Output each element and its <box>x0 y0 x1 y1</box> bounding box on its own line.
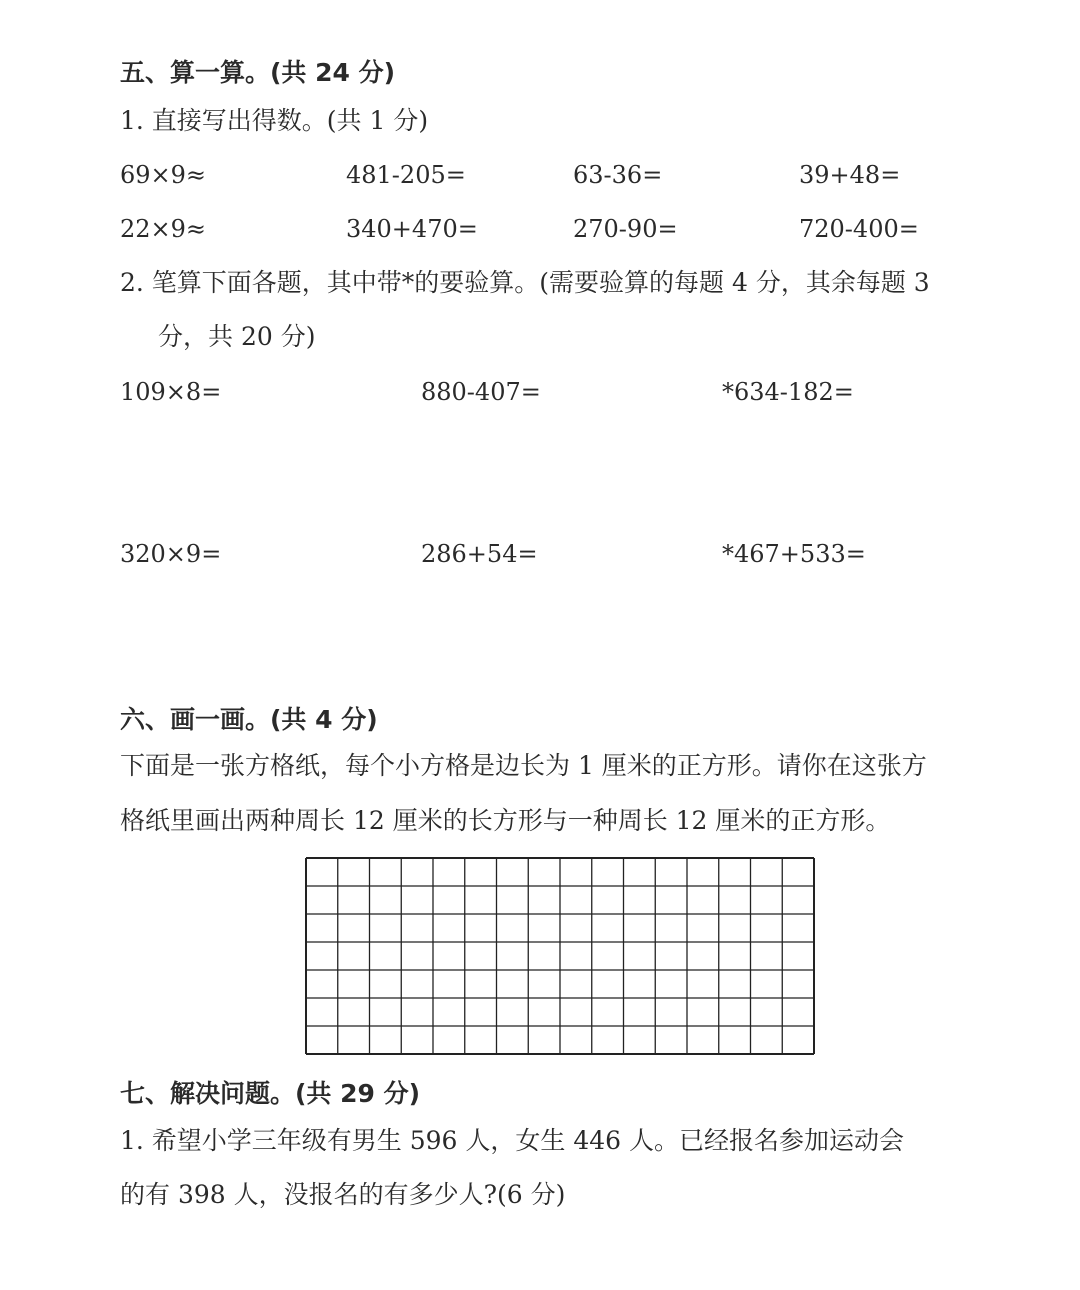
mental-math-item: 39+48= <box>799 161 901 189</box>
mental-math-item: 69×9≈ <box>120 161 207 189</box>
section-6-text: 下面是一张方格纸，每个小方格是边长为 1 厘米的正方形。请你在这张方 <box>120 751 927 780</box>
section-6-title: 六、画一画。(共 4 分) <box>120 705 378 734</box>
section-7-title: 七、解决问题。(共 29 分) <box>120 1079 421 1108</box>
section-5-q2-title-cont: 分，共 20 分) <box>158 322 316 351</box>
written-calc-item: 880-407= <box>421 378 541 406</box>
mental-math-item: 340+470= <box>346 215 478 243</box>
section-5-q2-title: 2. 笔算下面各题，其中带*的要验算。(需要验算的每题 4 分，其余每题 3 <box>120 268 930 297</box>
mental-math-item: 481-205= <box>346 161 466 189</box>
mental-math-item: 63-36= <box>573 161 663 189</box>
mental-math-item: 720-400= <box>799 215 919 243</box>
written-calc-item: *467+533= <box>722 540 866 568</box>
section-7-q1-text: 1. 希望小学三年级有男生 596 人，女生 446 人。已经报名参加运动会 <box>120 1126 905 1155</box>
written-calc-item: 320×9= <box>120 540 222 568</box>
square-grid-paper[interactable] <box>305 857 815 1055</box>
section-6-text-cont: 格纸里画出两种周长 12 厘米的长方形与一种周长 12 厘米的正方形。 <box>120 806 891 835</box>
section-5-q1-title: 1. 直接写出得数。(共 1 分) <box>120 106 429 135</box>
section-5-title: 五、算一算。(共 24 分) <box>120 58 396 87</box>
written-calc-item: 286+54= <box>421 540 538 568</box>
written-calc-item: 109×8= <box>120 378 222 406</box>
mental-math-item: 270-90= <box>573 215 678 243</box>
written-calc-item: *634-182= <box>722 378 854 406</box>
mental-math-item: 22×9≈ <box>120 215 207 243</box>
section-7-q1-text-cont: 的有 398 人，没报名的有多少人?(6 分) <box>120 1180 566 1209</box>
